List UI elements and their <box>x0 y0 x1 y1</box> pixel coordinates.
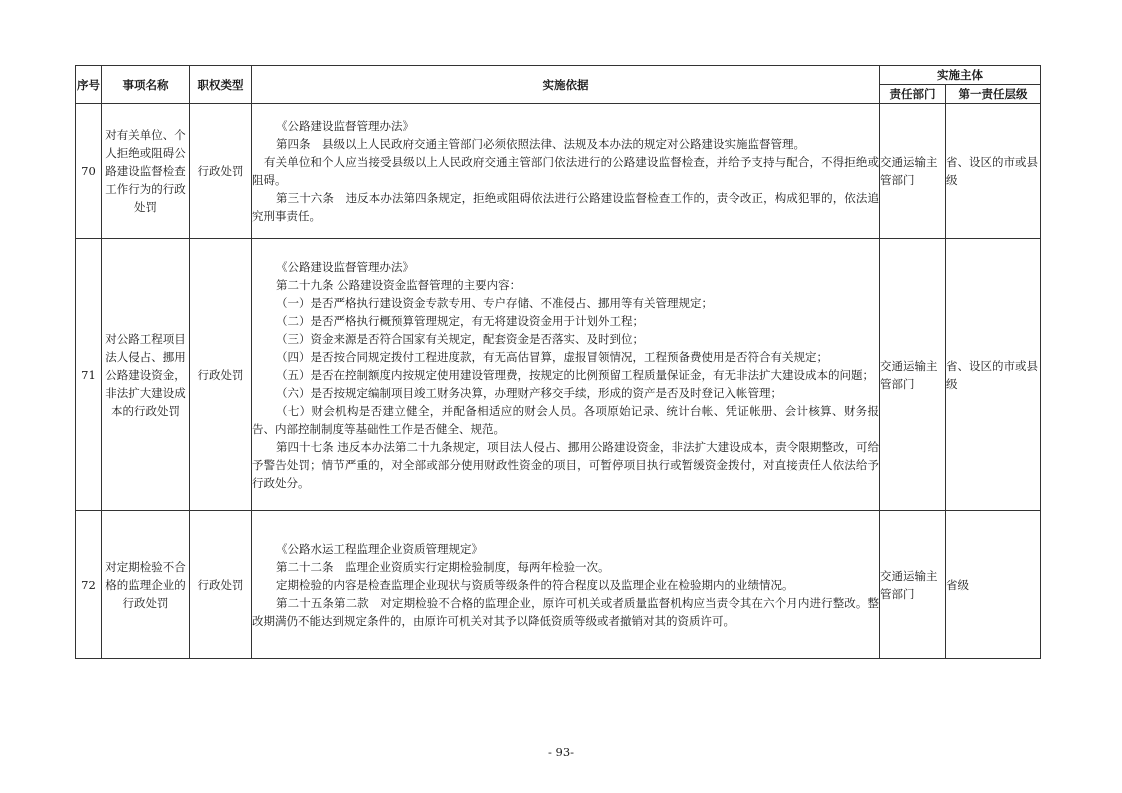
row-no: 72 <box>76 511 102 659</box>
basis-paragraph: 有关单位和个人应当接受县级以上人民政府交通主管部门依法进行的公路建设监督检查，并给予支持与配合，不得拒绝或阻碍。 <box>252 155 879 187</box>
basis-paragraph: 第四十七条 违反本办法第二十九条规定，项目法人侵占、挪用公路建设资金，非法扩大建设成本，责令限期整改，可给予警告处罚；情节严重的，对全部或部分使用财政性资金的项目，可暂停项目执行或暂缓资金拨付，对直接责任人依法给予行政处分。 <box>252 439 879 490</box>
row-no: 70 <box>76 104 102 239</box>
row-name: 对有关单位、个人拒绝或阻碍公路建设监督检查工作行为的行政处罚 <box>102 104 190 239</box>
row-type: 行政处罚 <box>190 104 252 239</box>
row-level: 省级 <box>946 511 1041 659</box>
basis-paragraph: （七）财会机构是否建立健全，并配备相适应的财会人员。各项原始记录、统计台帐、凭证帐册、会计核算、财务报告、内部控制制度等基础性工作是否健全、规范。 <box>252 403 879 436</box>
row-level: 省、设区的市或县级 <box>946 239 1041 511</box>
header-type: 职权类型 <box>190 66 252 104</box>
row-basis <box>252 511 880 659</box>
basis-paragraph: （六）是否按规定编制项目竣工财务决算，办理财产移交手续，形成的资产是否及时登记入帐管理； <box>276 385 782 400</box>
header-basis: 实施依据 <box>252 66 880 104</box>
table-row <box>76 104 1041 239</box>
row-name: 对公路工程项目法人侵占、挪用公路建设资金，非法扩大建设成本的行政处罚 <box>102 239 190 511</box>
basis-paragraph: （三）资金来源是否符合国家有关规定，配套资金是否落实、及时到位； <box>276 331 644 346</box>
header-no: 序号 <box>76 66 102 104</box>
row-dept: 交通运输主管部门 <box>880 239 946 511</box>
basis-paragraph: （四）是否按合同规定拨付工程进度款，有无高估冒算，虚报冒领情况，工程预备费使用是否符合有关规定； <box>276 349 828 364</box>
table-row <box>76 239 1041 511</box>
basis-paragraph: 第二十五条第二款 对定期检验不合格的监理企业，原许可机关或者质量监督机构应当责令其在六个月内进行整改。整改期满仍不能达到规定条件的，由原许可机关对其予以降低资质等级或者撤销对其的资质许可。 <box>252 595 879 628</box>
basis-paragraph: 《公路水运工程监理企业资质管理规定》 <box>276 541 483 556</box>
table-row <box>76 511 1041 659</box>
basis-paragraph: 第三十六条 违反本办法第四条规定，拒绝或阻碍依法进行公路建设监督检查工作的，责令改正，构成犯罪的，依法追究刑事责任。 <box>252 191 879 223</box>
row-level: 省、设区的市或县级 <box>946 104 1041 239</box>
basis-paragraph: 《公路建设监督管理办法》 <box>276 119 414 133</box>
row-dept: 交通运输主管部门 <box>880 511 946 659</box>
basis-paragraph: 《公路建设监督管理办法》 <box>276 259 414 274</box>
basis-paragraph: （二）是否严格执行概预算管理规定，有无将建设资金用于计划外工程； <box>276 313 644 328</box>
enforcement-table <box>75 65 1041 659</box>
row-no: 71 <box>76 239 102 511</box>
basis-paragraph: 第二十九条 公路建设资金监督管理的主要内容： <box>276 277 522 292</box>
basis-paragraph: 第四条 县级以上人民政府交通主管部门必须依照法律、法规及本办法的规定对公路建设实施监督管理。 <box>276 137 805 151</box>
row-basis <box>252 239 880 511</box>
row-type: 行政处罚 <box>190 511 252 659</box>
row-dept: 交通运输主管部门 <box>880 104 946 239</box>
basis-paragraph: 第二十二条 监理企业资质实行定期检验制度，每两年检验一次。 <box>276 559 610 574</box>
row-name: 对定期检验不合格的监理企业的行政处罚 <box>102 511 190 659</box>
header-row <box>76 66 1041 85</box>
page-number: - 93- <box>547 745 575 759</box>
header-level: 第一责任层级 <box>946 85 1041 104</box>
header-subject: 实施主体 <box>880 66 1041 85</box>
row-basis <box>252 104 880 239</box>
header-name: 事项名称 <box>102 66 190 104</box>
header-dept: 责任部门 <box>880 85 946 104</box>
basis-paragraph: 定期检验的内容是检查监理企业现状与资质等级条件的符合程度以及监理企业在检验期内的业绩情况。 <box>276 577 794 592</box>
basis-paragraph: （五）是否在控制额度内按规定使用建设管理费，按规定的比例预留工程质量保证金，有无非法扩大建设成本的问题； <box>276 367 874 382</box>
basis-paragraph: （一）是否严格执行建设资金专款专用、专户存储、不准侵占、挪用等有关管理规定； <box>276 295 713 310</box>
row-type: 行政处罚 <box>190 239 252 511</box>
